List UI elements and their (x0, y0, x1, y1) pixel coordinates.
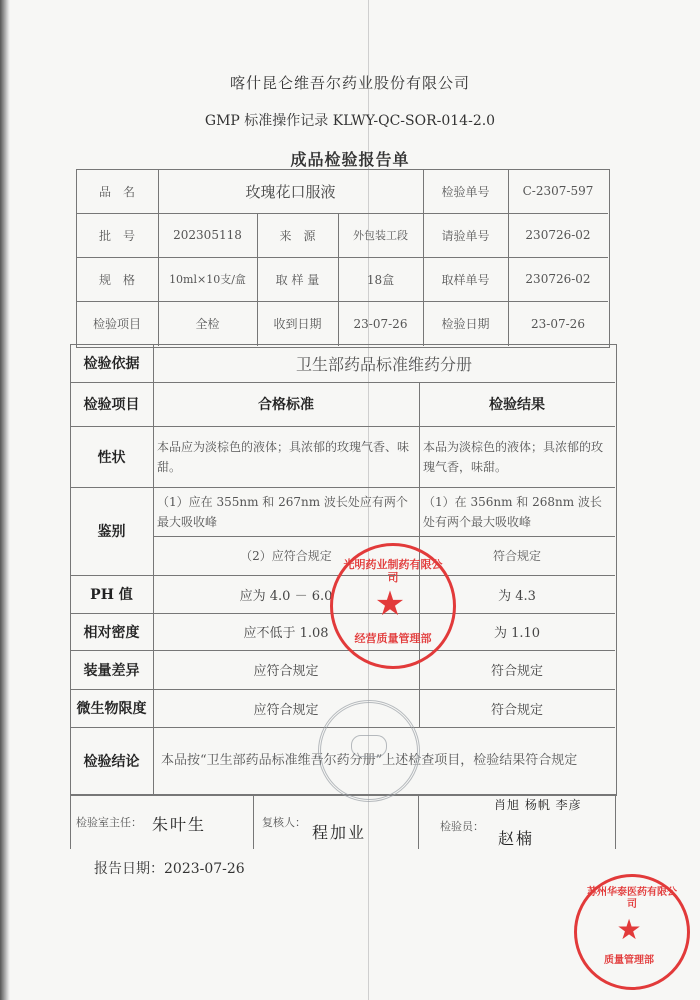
ph-name: PH 值 (90, 587, 133, 603)
sample-no-label: 取样单号 (441, 272, 490, 287)
spec-value: 10ml×10支/盒 (169, 273, 246, 286)
batch-label: 批 号 (98, 228, 135, 243)
density-result: 为 1.10 (493, 626, 541, 641)
report-title: 成品检验报告单 (290, 150, 410, 169)
fill-variation-name: 装量差异 (83, 662, 140, 679)
bottom-seal-sub: 质量管理部 (604, 955, 654, 966)
request-no-value: 230726-02 (525, 228, 591, 242)
director-label: 检验室主任： (76, 816, 142, 829)
col-item-header: 检验项目 (83, 397, 140, 413)
identification-result-1: （1）在 356nm 和 268nm 波长处有两个最大吸收峰 (423, 494, 602, 529)
faded-seal (318, 700, 420, 802)
faded-seal-emblem (351, 735, 387, 757)
source-value: 外包装工段 (353, 229, 408, 242)
sample-no-value: 230726-02 (525, 272, 591, 286)
bottom-seal-star-icon: ★ (616, 913, 642, 946)
sample-qty-value: 18盒 (366, 272, 395, 287)
density-standard: 应不低于 1.08 (243, 626, 329, 641)
report-no-label: 检验单号 (441, 184, 490, 199)
appearance-standard: 本品应为淡棕色的液体；具浓郁的玫瑰气香、味甜。 (157, 439, 410, 474)
item-value: 全检 (195, 317, 220, 331)
reviewer-label: 复核人： (262, 816, 306, 829)
item-label: 检验项目 (92, 317, 141, 331)
inspector-signature: 肖旭 杨帆 李彦 (494, 798, 582, 812)
quality-seal-name: 光明药业制药有限公司 (343, 558, 443, 584)
source-label: 来 源 (279, 228, 316, 243)
ph-result: 为 4.3 (498, 588, 536, 604)
batch-value: 202305118 (173, 228, 242, 242)
inspector-signature-2: 赵楠 (498, 829, 535, 848)
ph-standard: 应为 4.0 － 6.0 (239, 588, 333, 604)
quality-seal (330, 543, 456, 669)
bottom-seal-name: 苏州华泰医药有限公司 (587, 887, 677, 910)
microbial-result: 符合规定 (490, 702, 543, 718)
sample-qty-label: 取 样 量 (275, 272, 320, 287)
reviewer-signature: 程加业 (312, 823, 367, 842)
test-date-label: 检验日期 (441, 317, 490, 331)
fill-variation-result: 符合规定 (490, 664, 543, 679)
report-no-value: C-2307-597 (522, 184, 594, 198)
identification-standard-2: （2）应符合规定 (240, 549, 332, 563)
product-value: 玫瑰花口服液 (245, 182, 336, 201)
receive-date-value: 23-07-26 (353, 316, 408, 331)
inspector-label: 检验员： (440, 820, 484, 833)
col-standard-header: 合格标准 (258, 397, 314, 413)
identification-result-2: 符合规定 (492, 549, 541, 563)
quality-seal-sub: 经营质量管理部 (354, 632, 432, 645)
director-signature: 朱叶生 (152, 815, 207, 834)
gmp-record-code: GMP 标准操作记录 KLWY-QC-SOR-014-2.0 (204, 113, 496, 129)
appearance-result: 本品为淡棕色的液体；具浓郁的玫瑰气香，味甜。 (423, 439, 604, 474)
product-label: 品 名 (98, 184, 135, 199)
identification-name: 鉴别 (97, 524, 126, 540)
spec-label: 规 格 (98, 272, 135, 287)
identification-standard-1: （1）应在 355nm 和 267nm 波长处应有两个最大吸收峰 (157, 494, 408, 529)
basis-value: 卫生部药品标准维药分册 (295, 354, 472, 374)
appearance-name: 性状 (97, 449, 126, 466)
test-date-value: 23-07-26 (531, 316, 585, 331)
fill-variation-standard: 应符合规定 (253, 664, 319, 679)
microbial-name: 微生物限度 (76, 701, 147, 717)
request-no-label: 请验单号 (441, 228, 490, 243)
microbial-standard: 应符合规定 (253, 702, 319, 718)
report-date: 报告日期：2023-07-26 (94, 861, 245, 877)
basis-label: 检验依据 (83, 356, 140, 372)
seal-star-icon: ★ (374, 584, 406, 624)
company-name: 喀什昆仑维吾尔药业股份有限公司 (229, 74, 470, 92)
density-name: 相对密度 (83, 624, 140, 641)
conclusion-label: 检验结论 (83, 753, 140, 770)
col-result-header: 检验结果 (489, 397, 545, 413)
bottom-seal (574, 874, 690, 990)
receive-date-label: 收到日期 (273, 317, 322, 331)
conclusion-text: 本品按“卫生部药品标准维吾尔药分册”上述检查项目，检验结果符合规定 (161, 752, 578, 768)
